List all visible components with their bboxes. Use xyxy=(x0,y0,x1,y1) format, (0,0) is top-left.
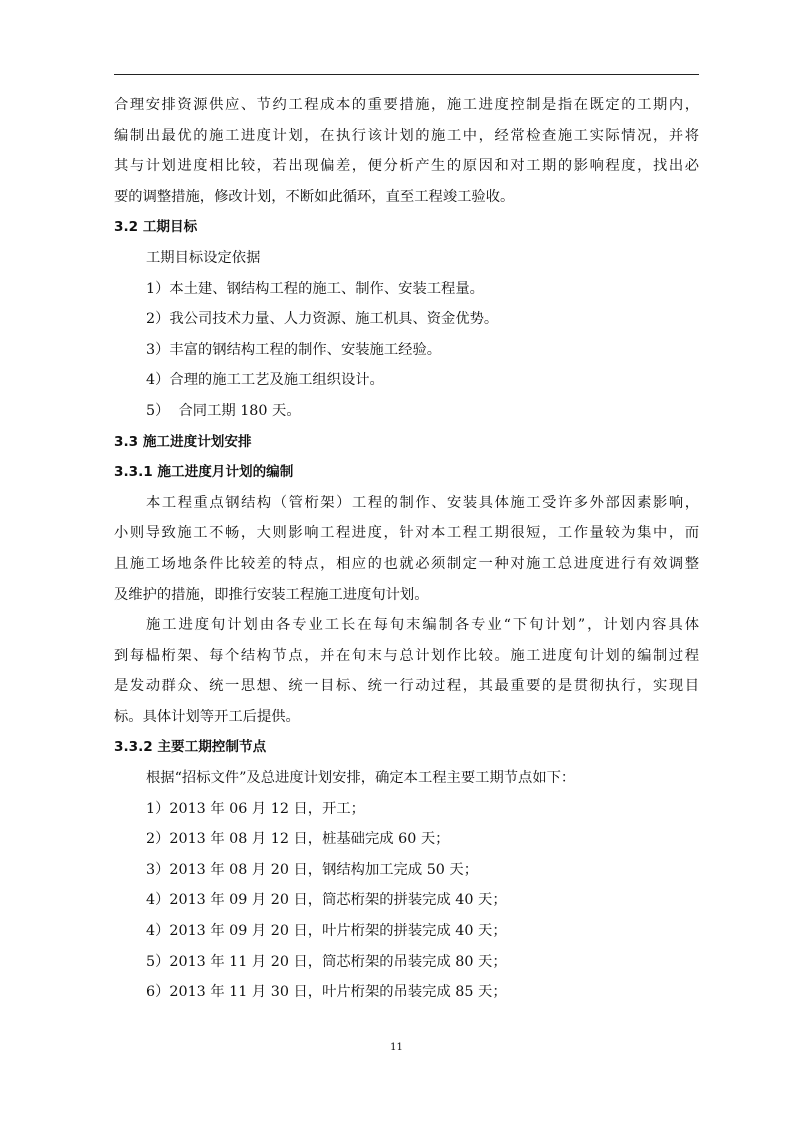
paragraph-line: 编制出最优的施工进度计划，在执行该计划的施工中，经常检查施工实际情况，并将 xyxy=(114,127,699,144)
section-heading-3-3-1: 3.3.1 施工进度月计划的编制 xyxy=(114,464,294,481)
paragraph-line: 施工进度旬计划由各专业工长在每旬末编制各专业“下旬计划”，计划内容具体 xyxy=(146,617,699,634)
list-item: 5） 合同工期 180 天。 xyxy=(146,402,301,419)
milestone-item: 1）2013 年 06 月 12 日，开工； xyxy=(146,800,365,817)
page-content xyxy=(114,90,699,1008)
header-rule xyxy=(114,74,699,75)
paragraph-line: 是发动群众、统一思想、统一目标、统一行动过程，其最重要的是贯彻执行，实现目 xyxy=(114,678,699,695)
list-item: 2）我公司技术力量、人力资源、施工机具、资金优势。 xyxy=(146,311,499,328)
list-item: 3）丰富的钢结构工程的制作、安装施工经验。 xyxy=(146,341,442,358)
list-item: 1）本土建、钢结构工程的施工、制作、安装工程量。 xyxy=(146,280,484,297)
section-heading-3-2: 3.2 工期目标 xyxy=(114,219,198,236)
section-heading-3-3-2: 3.3.2 主要工期控制节点 xyxy=(114,739,267,756)
basis-title: 工期目标设定依据 xyxy=(146,249,261,266)
page-number: 11 xyxy=(390,1042,403,1053)
milestone-item: 2）2013 年 08 月 12 日，桩基础完成 60 天； xyxy=(146,831,450,848)
milestone-item: 4）2013 年 09 月 20 日，筒芯桁架的拼装完成 40 天； xyxy=(146,892,507,909)
paragraph-line: 及维护的措施，即推行安装工程施工进度旬计划。 xyxy=(114,586,429,603)
milestones-intro: 根据“招标文件”及总进度计划安排，确定本工程主要工期节点如下： xyxy=(146,770,576,787)
paragraph-line: 其与计划进度相比较，若出现偏差，便分析产生的原因和对工期的影响程度，找出必 xyxy=(114,158,699,175)
section-heading-3-3: 3.3 施工进度计划安排 xyxy=(114,433,252,450)
paragraph-line: 合理安排资源供应、节约工程成本的重要措施，施工进度控制是指在既定的工期内， xyxy=(114,97,699,113)
milestone-item: 4）2013 年 09 月 20 日，叶片桁架的拼装完成 40 天； xyxy=(146,923,507,940)
paragraph-line: 到每榀桁架、每个结构节点，并在旬末与总计划作比较。施工进度旬计划的编制过程 xyxy=(114,647,699,664)
list-item: 4）合理的施工工艺及施工组织设计。 xyxy=(146,372,384,389)
milestone-item: 6）2013 年 11 月 30 日，叶片桁架的吊装完成 85 天； xyxy=(146,984,507,1001)
paragraph-line: 本工程重点钢结构（管桁架）工程的制作、安装具体施工受许多外部因素影响， xyxy=(146,494,699,511)
milestone-item: 3）2013 年 08 月 20 日，钢结构加工完成 50 天； xyxy=(146,861,479,878)
paragraph-line: 且施工场地条件比较差的特点，相应的也就必须制定一种对施工总进度进行有效调整 xyxy=(114,555,699,572)
paragraph-line: 要的调整措施，修改计划，不断如此循环，直至工程竣工验收。 xyxy=(114,188,515,205)
milestone-item: 5）2013 年 11 月 20 日，筒芯桁架的吊装完成 80 天； xyxy=(146,953,507,970)
paragraph-line: 小则导致施工不畅，大则影响工程进度，针对本工程工期很短，工作量较为集中，而 xyxy=(114,525,699,542)
paragraph-line: 标。具体计划等开工后提供。 xyxy=(114,708,300,725)
